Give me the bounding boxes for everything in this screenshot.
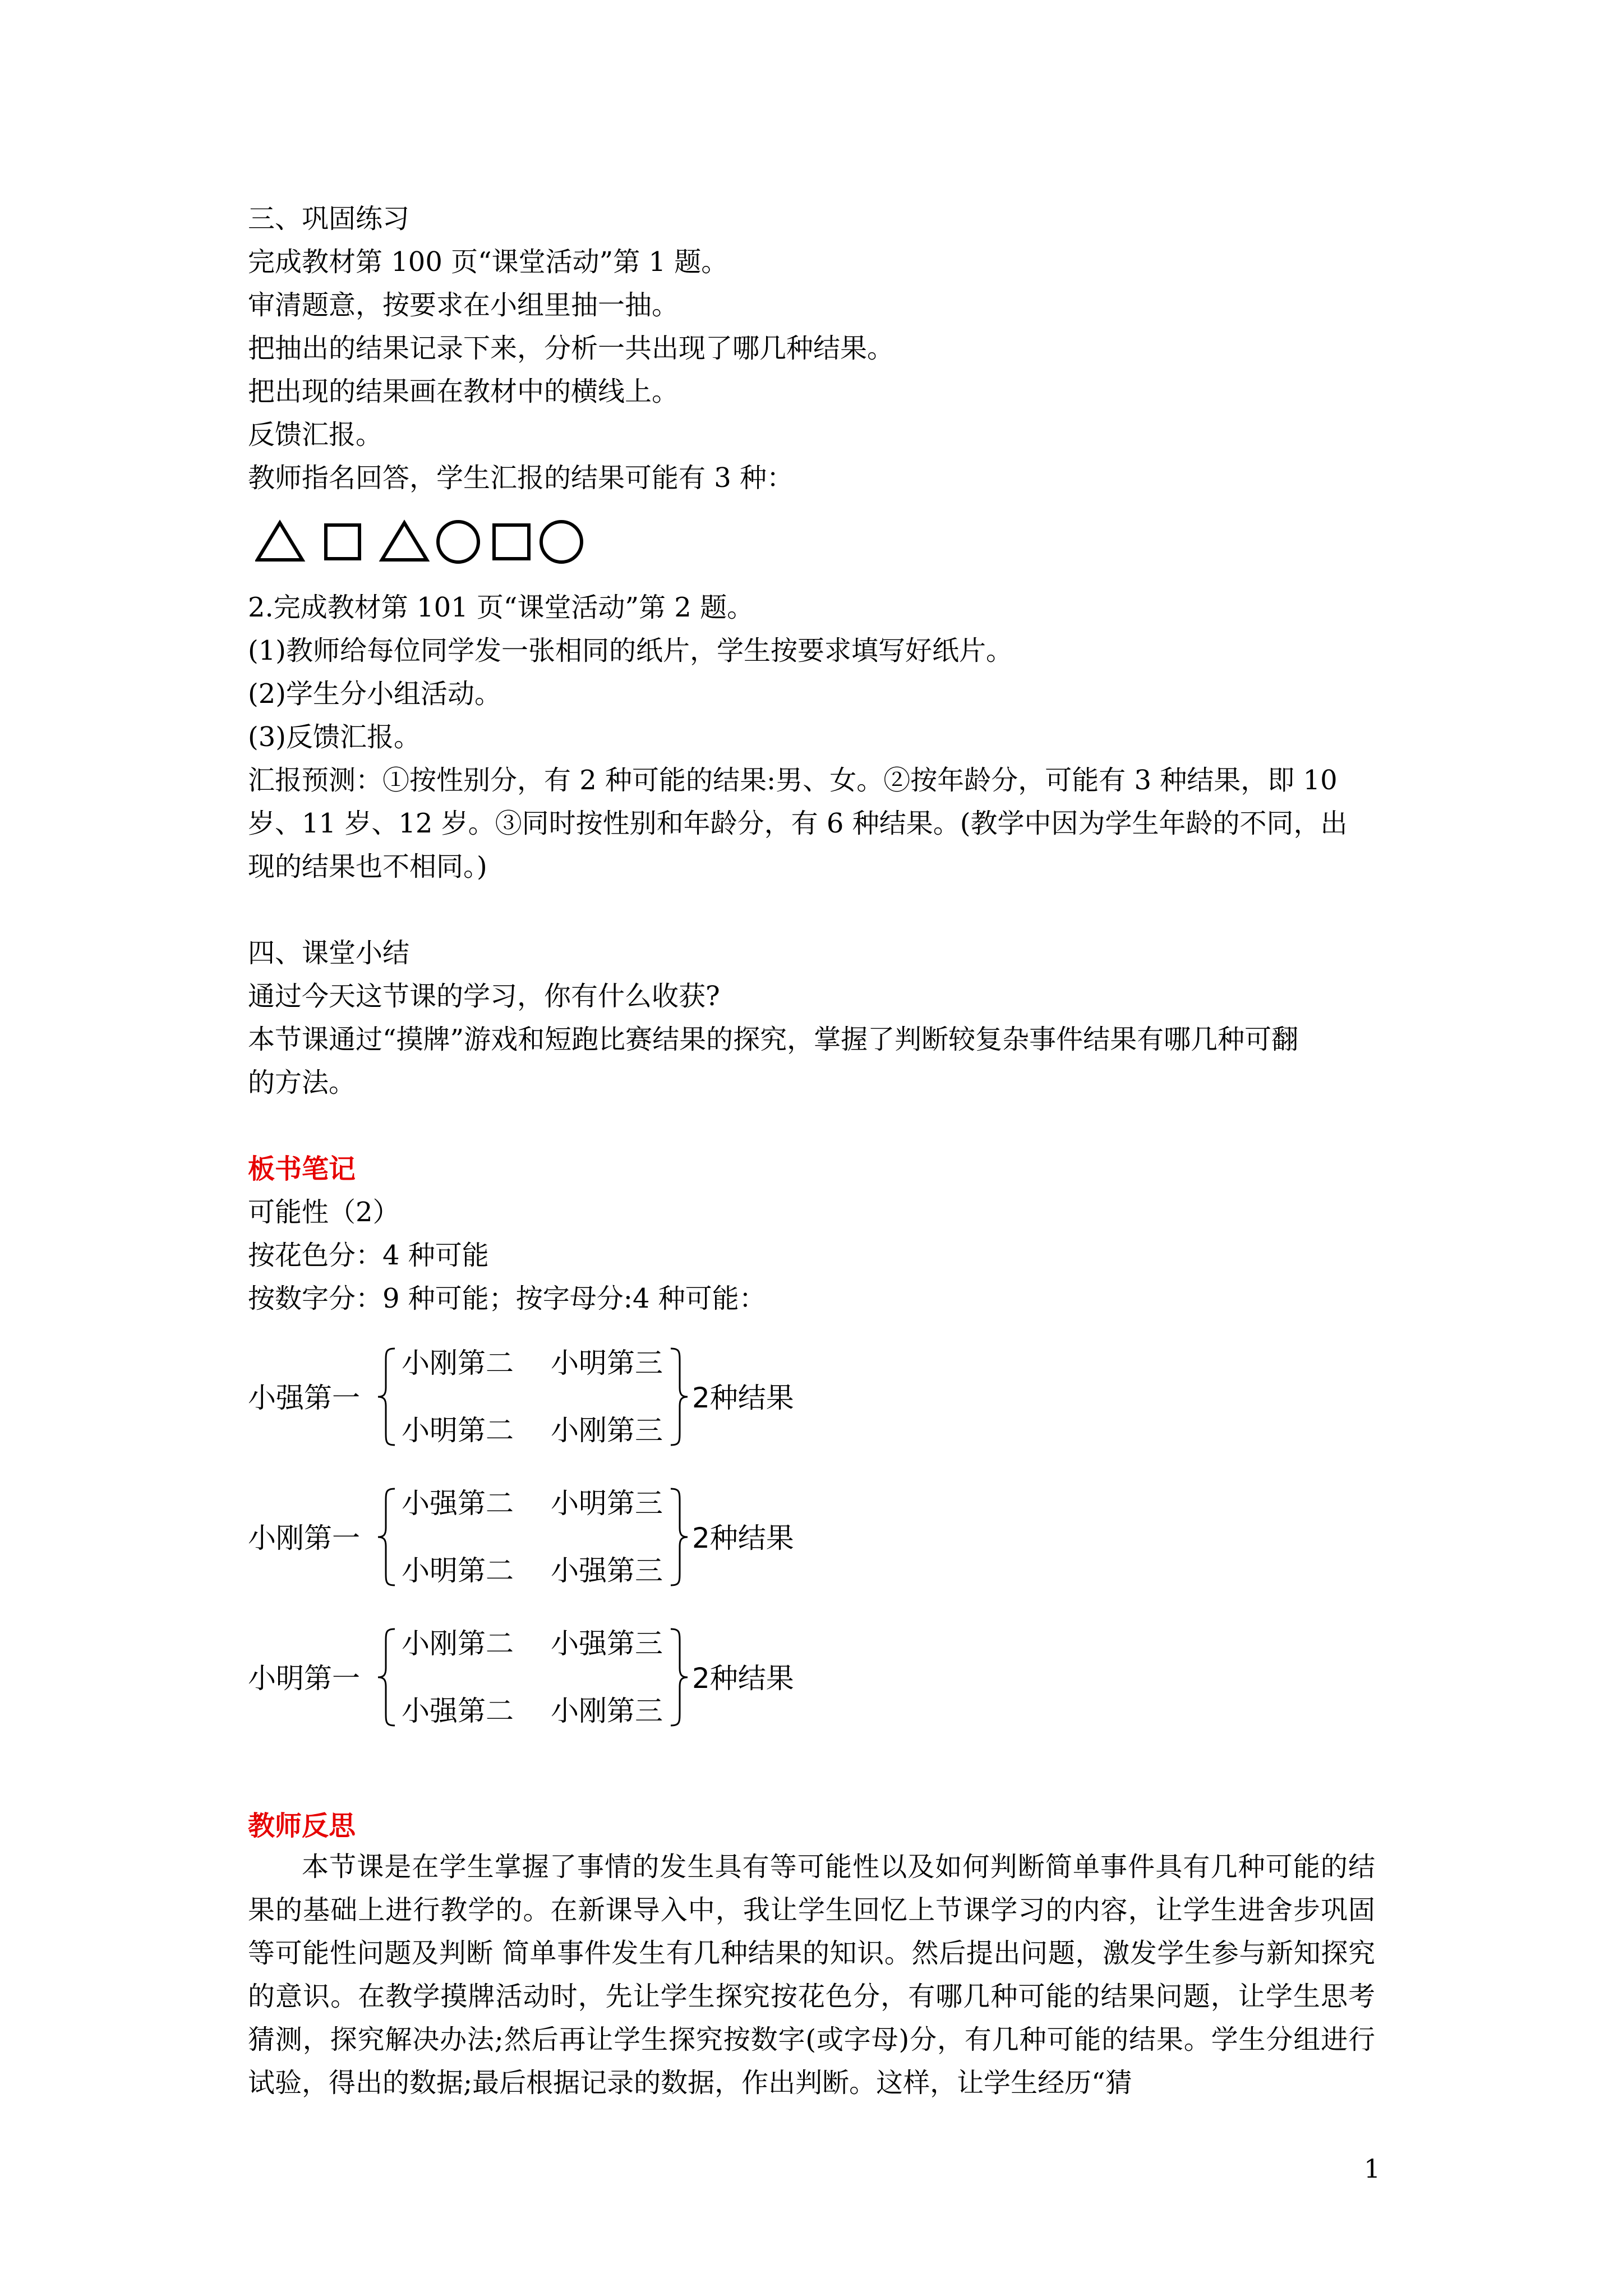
square-icon	[326, 525, 359, 559]
shape-results-row	[255, 514, 603, 570]
circle-icon	[541, 522, 582, 562]
right-brace-icon	[667, 1627, 690, 1728]
first-place-label: 小明第一	[248, 1662, 360, 1695]
text-line: 完成教材第 100 页“课堂活动”第 1 题。	[248, 246, 728, 278]
section-4-title: 四、课堂小结	[248, 937, 410, 969]
text-line: (1)教师给每位同学发一张相同的纸片，学生按要求填写好纸片。	[248, 635, 1013, 666]
text-line: 2.完成教材第 101 页“课堂活动”第 2 题。	[248, 592, 754, 623]
reflection-heading: 教师反思	[248, 1810, 356, 1842]
text-line: 按数字分：9 种可能；按字母分:4 种可能：	[248, 1283, 766, 1314]
second-place-label: 小强第二	[402, 1695, 514, 1727]
text-line: 把出现的结果画在教材中的横线上。	[248, 376, 679, 407]
triangle-icon	[257, 523, 302, 560]
reflection-paragraph: 本节课是在学生掌握了事情的发生具有等可能性以及如何判断简单事件具有几种可能的结果的基础上进行教学的。在新课导入中，我让学生回忆上节课学习的内容，让学生进舍步巩固等可能性问题及判断 简单事件发生有几种结果的知识。然后提出问题，激发学生参与新知探究的意识。在教学摸牌活动时，先让学生探究按花色分，有哪几种可能的结果问题，让学生思考猜测，探究解决办法;然后再让学生探究按数字(或字母)分，有几种可能的结果。学生分组进行试验，得出的数据;最后根据记录的数据，作出判断。这样，让学生经历“猜	[248, 1851, 1375, 2099]
text-line: 反馈汇报。	[248, 419, 383, 450]
second-place-label: 小强第二	[402, 1487, 514, 1520]
square-icon	[494, 525, 529, 559]
third-place-label: 小明第三	[551, 1347, 663, 1379]
left-brace-icon	[376, 1346, 398, 1447]
third-place-label: 小强第三	[551, 1627, 663, 1660]
text-line: 岁、11 岁、12 岁。③同时按性别和年龄分，有 6 种结果。(教学中因为学生年龄的不同，出	[248, 808, 1348, 839]
result-count-label: 2种结果	[692, 1522, 794, 1554]
left-brace-icon	[376, 1487, 398, 1588]
result-count-label: 2种结果	[692, 1382, 794, 1414]
third-place-label: 小刚第三	[551, 1414, 663, 1447]
result-count-label: 2种结果	[692, 1662, 794, 1695]
text-line: 汇报预测：①按性别分，有 2 种可能的结果:男、女。②按年龄分，可能有 3 种结果，即 10	[248, 765, 1338, 796]
text-line: 的方法。	[248, 1067, 356, 1098]
second-place-label: 小刚第二	[402, 1627, 514, 1660]
text-line: 本节课通过“摸牌”游戏和短跑比赛结果的探究，掌握了判断较复杂事件结果有哪几种可翻	[248, 1024, 1299, 1055]
text-line: 通过今天这节课的学习，你有什么收获?	[248, 981, 720, 1012]
circle-icon	[438, 522, 478, 562]
triangle-icon	[382, 523, 427, 560]
left-brace-icon	[376, 1627, 398, 1728]
second-place-label: 小刚第二	[402, 1347, 514, 1379]
first-place-label: 小强第一	[248, 1382, 360, 1414]
right-brace-icon	[667, 1346, 690, 1447]
first-place-label: 小刚第一	[248, 1522, 360, 1554]
third-place-label: 小刚第三	[551, 1695, 663, 1727]
text-line: 审清题意，按要求在小组里抽一抽。	[248, 289, 679, 321]
right-brace-icon	[667, 1487, 690, 1588]
text-line: 按花色分：4 种可能	[248, 1240, 489, 1271]
second-place-label: 小明第二	[402, 1554, 514, 1587]
section-3-title: 三、巩固练习	[248, 203, 410, 234]
text-line: 可能性（2）	[248, 1197, 400, 1228]
page-number: 1	[1364, 2154, 1381, 2184]
text-line: 教师指名回答，学生汇报的结果可能有 3 种：	[248, 462, 794, 494]
second-place-label: 小明第二	[402, 1414, 514, 1447]
text-line: 把抽出的结果记录下来，分析一共出现了哪几种结果。	[248, 333, 895, 364]
text-line: 现的结果也不相同。)	[248, 851, 487, 882]
board-notes-heading: 板书笔记	[248, 1153, 356, 1185]
third-place-label: 小明第三	[551, 1487, 663, 1520]
text-line: (3)反馈汇报。	[248, 721, 421, 753]
text-line: (2)学生分小组活动。	[248, 678, 501, 710]
third-place-label: 小强第三	[551, 1554, 663, 1587]
